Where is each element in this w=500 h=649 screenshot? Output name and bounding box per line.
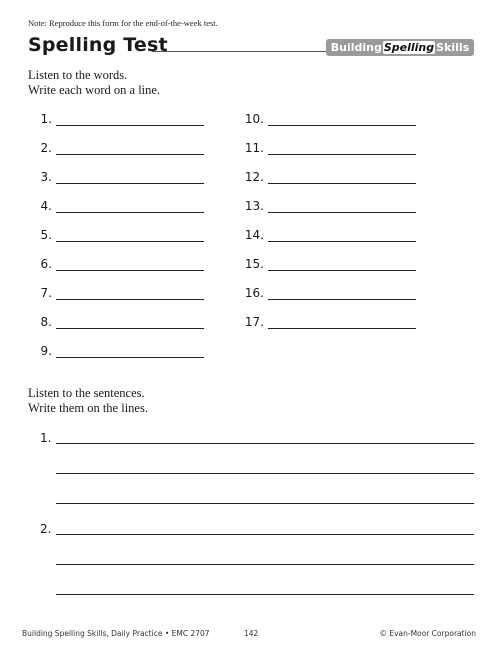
word-number: 9.	[40, 344, 52, 358]
sentence-instruction-line2: Write them on the lines.	[28, 401, 148, 415]
sentence-1-rule-2[interactable]	[56, 473, 474, 474]
word-line-12[interactable]	[234, 170, 420, 186]
word-number: 4.	[40, 199, 52, 213]
footer-page-number: 142	[244, 629, 259, 638]
word-line-1[interactable]	[22, 112, 208, 128]
sentence-1-rule-3[interactable]	[56, 503, 474, 504]
badge-word-skills: Skills	[436, 41, 470, 54]
answer-rule	[56, 328, 204, 329]
word-line-5[interactable]	[22, 228, 208, 244]
word-number: 15.	[244, 257, 264, 271]
answer-rule	[56, 270, 204, 271]
answer-rule	[56, 125, 204, 126]
word-number: 5.	[40, 228, 52, 242]
answer-rule	[268, 183, 416, 184]
footer-left: Building Spelling Skills, Daily Practice • EMC 2707	[22, 629, 210, 638]
badge-word-spelling: Spelling	[383, 41, 435, 54]
title-rule	[152, 51, 328, 52]
sentence-instruction-line1: Listen to the sentences.	[28, 386, 145, 400]
answer-rule	[56, 299, 204, 300]
answer-rule	[56, 241, 204, 242]
word-number: 17.	[244, 315, 264, 329]
word-line-7[interactable]	[22, 286, 208, 302]
word-line-13[interactable]	[234, 199, 420, 215]
answer-rule	[56, 183, 204, 184]
word-line-6[interactable]	[22, 257, 208, 273]
word-number: 10.	[244, 112, 264, 126]
sentence-1-rule-1[interactable]	[56, 443, 474, 444]
word-line-17[interactable]	[234, 315, 420, 331]
series-badge	[326, 39, 474, 56]
sentence-instructions	[28, 386, 148, 416]
word-number: 1.	[40, 112, 52, 126]
answer-rule	[56, 212, 204, 213]
word-number: 6.	[40, 257, 52, 271]
word-instructions	[28, 68, 160, 98]
sentence-2-rule-1[interactable]	[56, 534, 474, 535]
word-number: 12.	[244, 170, 264, 184]
footer-right: © Evan-Moor Corporation	[379, 629, 476, 638]
badge-word-building: Building	[330, 41, 382, 54]
header-note: Note: Reproduce this form for the end-of-the-week test.	[28, 18, 218, 28]
word-line-15[interactable]	[234, 257, 420, 273]
answer-rule	[268, 328, 416, 329]
word-line-4[interactable]	[22, 199, 208, 215]
sentence-2-rule-2[interactable]	[56, 564, 474, 565]
answer-rule	[268, 212, 416, 213]
word-line-9[interactable]	[22, 344, 208, 360]
sentence-number-2: 2.	[40, 522, 52, 536]
word-line-3[interactable]	[22, 170, 208, 186]
answer-rule	[268, 154, 416, 155]
word-line-8[interactable]	[22, 315, 208, 331]
answer-rule	[56, 154, 204, 155]
word-number: 11.	[244, 141, 264, 155]
word-number: 16.	[244, 286, 264, 300]
sentence-number-1: 1.	[40, 431, 52, 445]
word-number: 14.	[244, 228, 264, 242]
word-line-16[interactable]	[234, 286, 420, 302]
page-title: Spelling Test	[28, 34, 168, 56]
word-line-11[interactable]	[234, 141, 420, 157]
answer-rule	[268, 299, 416, 300]
answer-rule	[268, 270, 416, 271]
word-instruction-line2: Write each word on a line.	[28, 83, 161, 97]
word-number: 2.	[40, 141, 52, 155]
word-line-2[interactable]	[22, 141, 208, 157]
sentence-2-rule-3[interactable]	[56, 594, 474, 595]
word-instruction-line1: Listen to the words.	[28, 68, 128, 82]
word-number: 7.	[40, 286, 52, 300]
word-number: 8.	[40, 315, 52, 329]
answer-rule	[268, 241, 416, 242]
word-line-14[interactable]	[234, 228, 420, 244]
answer-rule	[56, 357, 204, 358]
word-line-10[interactable]	[234, 112, 420, 128]
word-number: 13.	[244, 199, 264, 213]
word-number: 3.	[40, 170, 52, 184]
answer-rule	[268, 125, 416, 126]
